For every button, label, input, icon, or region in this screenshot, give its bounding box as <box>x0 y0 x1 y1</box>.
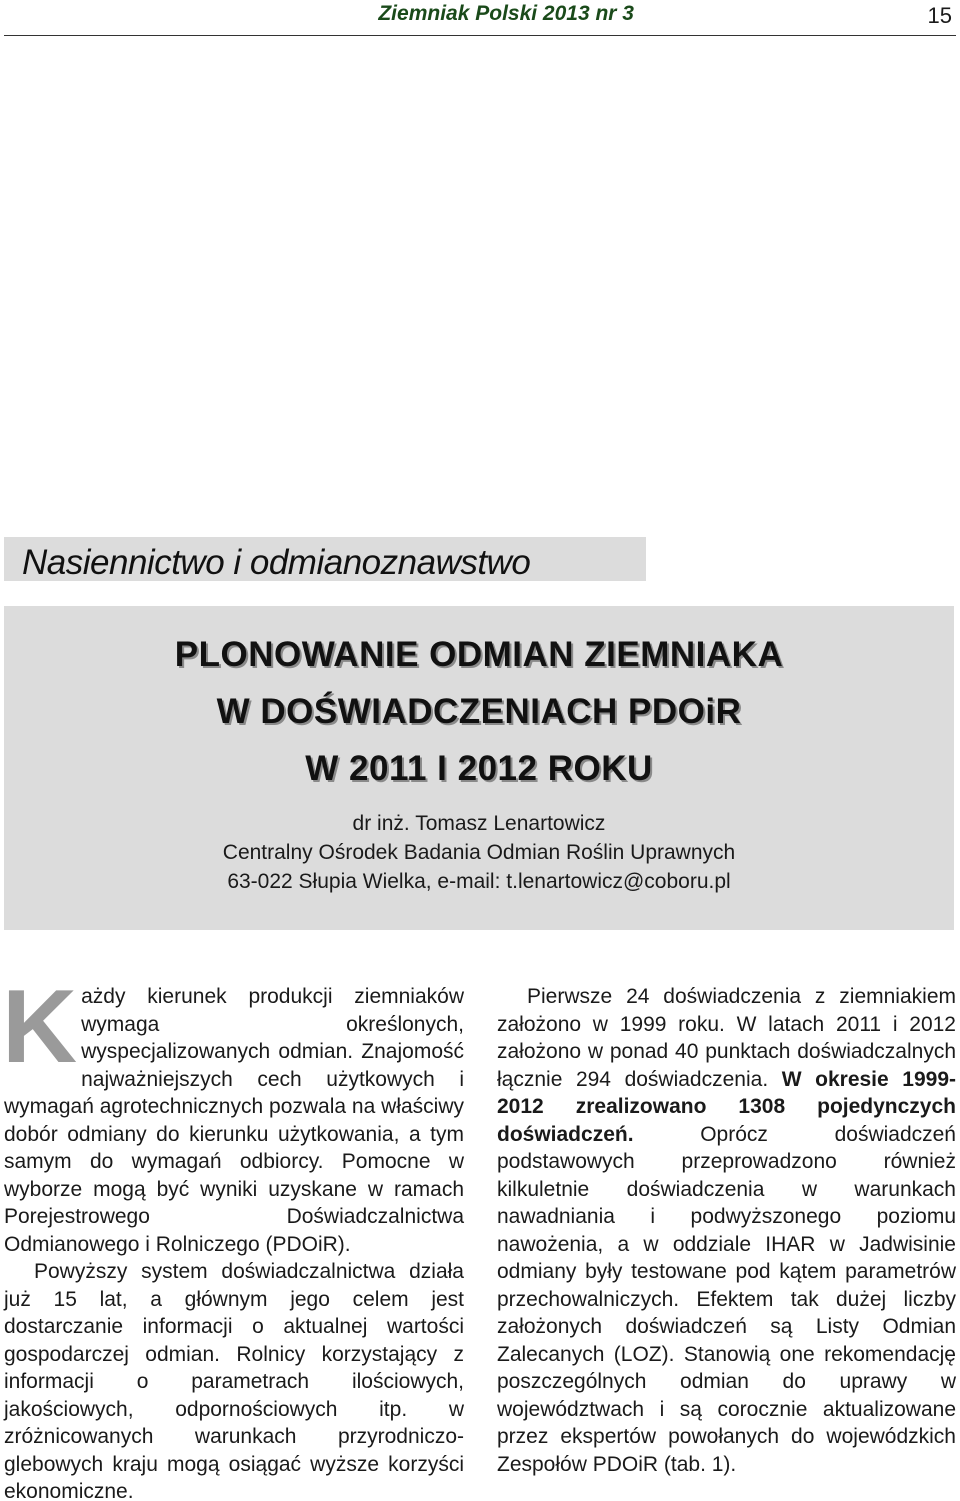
section-title: Nasiennictwo i odmianoznawstwo <box>22 543 531 582</box>
author-affiliation: Centralny Ośrodek Badania Odmian Roślin Uprawnych <box>222 841 736 864</box>
article-title <box>4 626 954 797</box>
article-title-line-2: W DOŚWIADCZENIACH PDOiR <box>216 692 742 731</box>
left-paragraph-2: Powyższy system doświadczalnictwa działa już 15 lat, a głównym jego celem jest dostarczanie informacji o aktualnej wartości gospodarczej odmian. Rolnicy korzystający z informacji o parametrach ilościowych, jakościowych, odpornościowych itp. w zróżnicowanych warunkach przyrodniczo-glebowych kraju mogą osiągać wyższe korzyści ekonomiczne. <box>4 1260 464 1501</box>
article-title-line-3: W 2011 I 2012 ROKU <box>305 749 653 788</box>
left-paragraph-1 <box>2 969 464 1258</box>
right-column <box>497 983 956 1478</box>
author-name: dr inż. Tomasz Lenartowicz <box>352 812 606 835</box>
author-block <box>4 809 954 896</box>
journal-title: Ziemniak Polski 2013 nr 3 <box>378 2 634 25</box>
header-rule <box>4 35 956 36</box>
right-paragraph-1-bold: W okresie 1999-2012 zrealizowano 1308 pojedynczych doświadczeń. <box>497 1067 956 1146</box>
right-paragraph-1-end: Oprócz doświadczeń podstawowych przeprowadzono również kilkuletnie doświadczenia w warunkach nawadniania i podwyższonego poziomu nawożenia, a w oddziale IHAR w Jadwisinie odmiany były testowane pod kątem parametrów przechowalniczych. Efektem tak dużej liczby założonych doświadczeń są Listy Odmian Zalecanych (LOZ). Stanowią one rekomendację poszczególnych odmian do uprawy w województwach i są corocznie aktualizowane przez ekspertów powołanych do wojewódzkich Zespołów PDOiR (tab. 1). <box>497 1122 956 1476</box>
right-paragraph-1 <box>497 983 956 1478</box>
left-column <box>2 969 464 1501</box>
right-paragraph-1-start: Pierwsze 24 doświadczenia z ziemniakiem założono w 1999 roku. W latach 2011 i 2012 założono w ponad 40 punktach doświadczalnych łącznie 294 doświadczenia. <box>497 985 956 1091</box>
left-paragraph-1-text: ażdy kierunek produkcji ziemniaków wymaga określonych, wyspecjalizowanych odmian. Znajomość najważniejszych cech użytkowych i wymagań agrotechnicznych pozwala na właściwy dobór odmiany do kierunku użytkowania, a tym samym do wymagań odbiorcy. Pomocne w wyborze mogą być wyniki uzyskane w ramach Porejestrowego Doświadczalnictwa Odmianowego i Rolniczego (PDOiR). <box>4 985 464 1256</box>
section-band <box>4 537 646 581</box>
author-address: 63-022 Słupia Wielka, e-mail: t.lenartowicz@coboru.pl <box>227 870 731 893</box>
title-box <box>4 606 954 930</box>
running-header <box>0 0 960 38</box>
article-title-line-1: PLONOWANIE ODMIAN ZIEMNIAKA <box>174 635 784 674</box>
page-number: 15 <box>927 3 952 28</box>
drop-cap: K <box>2 969 78 1085</box>
